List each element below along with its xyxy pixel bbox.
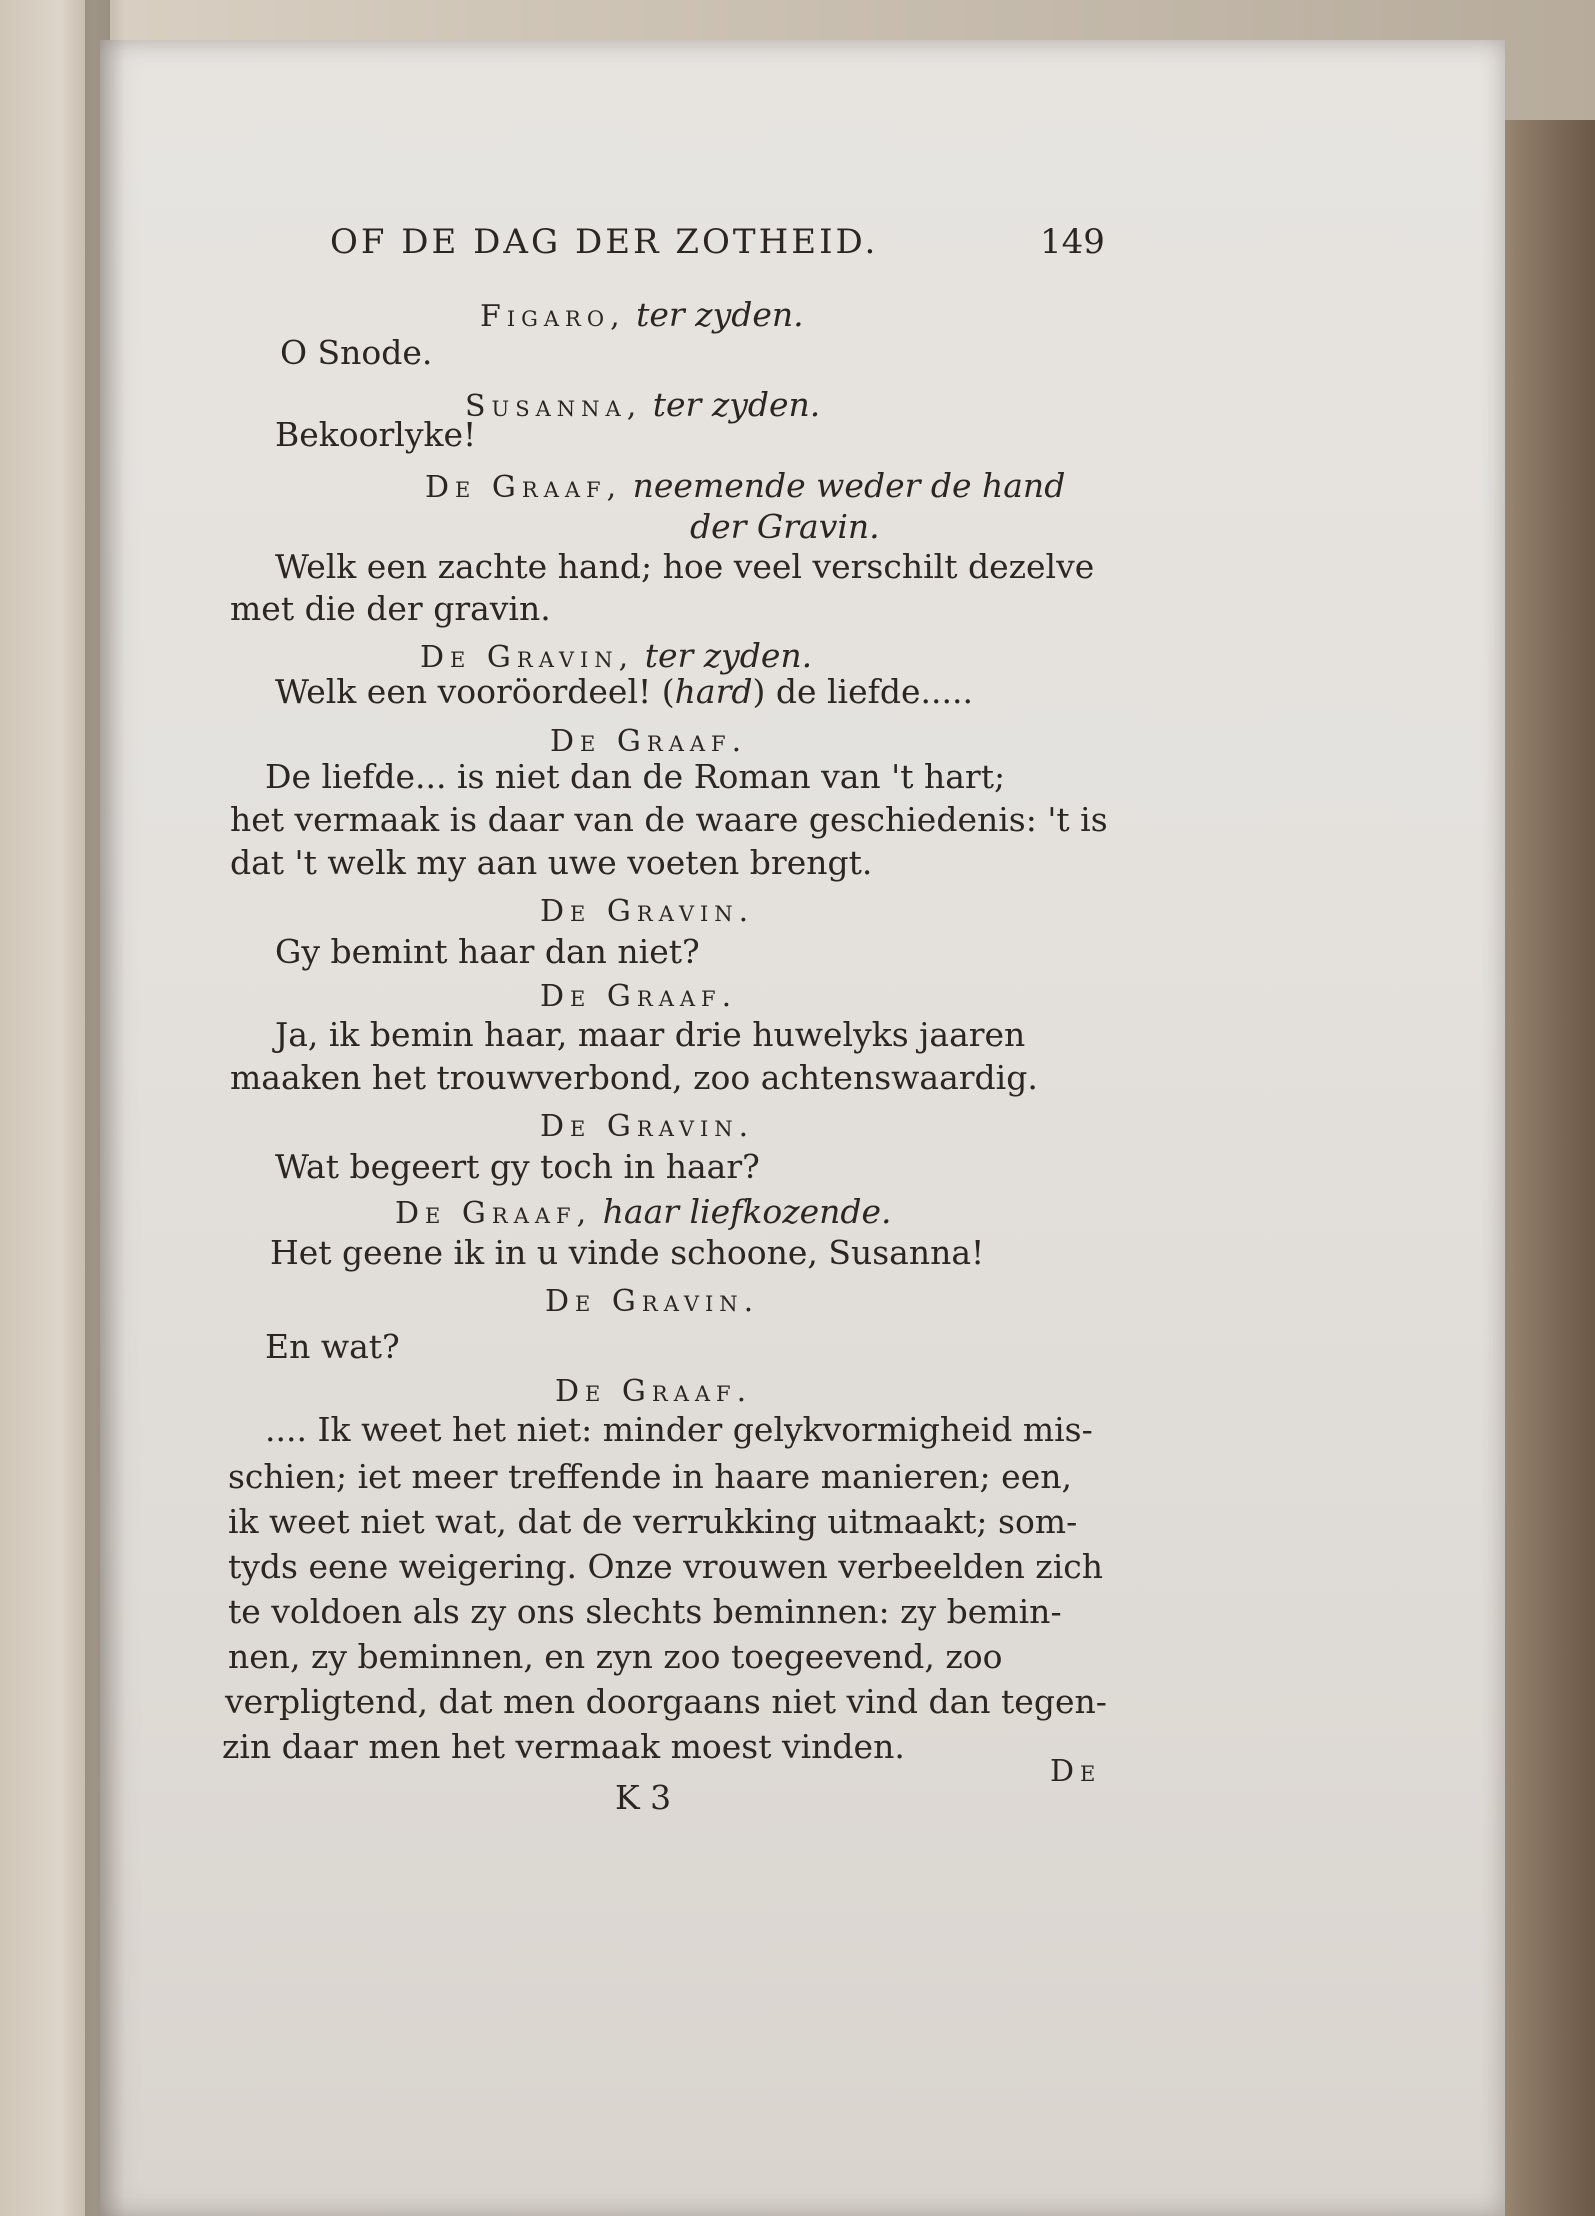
dialogue-line: met die der gravin. — [230, 589, 551, 628]
dialogue-line: nen, zy beminnen, en zyn zoo toegeevend, zoo — [228, 1637, 1003, 1676]
dialogue-line: Ja, ik bemin haar, maar drie huwelyks jaaren — [275, 1015, 1026, 1054]
speaker-heading — [480, 295, 804, 337]
stage-direction: ter zyden. — [636, 295, 804, 334]
stage-direction: haar liefkozende. — [602, 1192, 892, 1231]
stage-direction: hard — [674, 672, 753, 711]
dialogue-line: het vermaak is daar van de waare geschiedenis: 't is — [230, 800, 1108, 839]
speaker-heading — [395, 1192, 892, 1234]
dialogue-text: Welk een vooröordeel! ( — [275, 672, 675, 711]
dialogue-line: schien; iet meer treffende in haare manieren; een, — [228, 1457, 1072, 1496]
book-cover-edge — [1495, 120, 1595, 2216]
dialogue-line: O Snode. — [280, 333, 433, 372]
dialogue-line — [275, 672, 973, 712]
speaker-heading — [465, 385, 820, 427]
speaker-name: De Gravin. — [545, 1284, 760, 1319]
dialogue-line: verpligtend, dat men doorgaans niet vind dan tegen- — [225, 1682, 1107, 1721]
dialogue-text: ) de liefde..... — [752, 672, 973, 711]
speaker-name: Figaro, — [480, 299, 626, 334]
dialogue-line: dat 't welk my aan uwe voeten brengt. — [230, 843, 873, 882]
dialogue-line: tyds eene weigering. Onze vrouwen verbeelden zich — [228, 1547, 1103, 1586]
dialogue-line: te voldoen als zy ons slechts beminnen: zy bemin- — [228, 1592, 1062, 1631]
speaker-name: De Gravin. — [540, 1109, 755, 1144]
dialogue-line: ik weet niet wat, dat de verrukking uitmaakt; som- — [228, 1502, 1078, 1541]
stage-direction: ter zyden. — [652, 385, 821, 424]
speaker-name: De Gravin. — [540, 894, 755, 929]
dialogue-line: Wat begeert gy toch in haar? — [275, 1147, 760, 1186]
dialogue-line: Welk een zachte hand; hoe veel verschilt dezelve — [275, 547, 1095, 586]
speaker-name: Susanna, — [465, 389, 643, 424]
page-number: 149 — [1040, 222, 1105, 262]
dialogue-line: De liefde... is niet dan de Roman van 't hart; — [265, 757, 1006, 796]
speaker-name: De Graaf, — [425, 470, 623, 505]
dialogue-line: Bekoorlyke! — [275, 415, 477, 454]
speaker-name: De Graaf, — [395, 1196, 593, 1231]
speaker-name: De Gravin, — [420, 640, 635, 675]
dialogue-line: zin daar men het vermaak moest vinden. — [222, 1727, 905, 1766]
stage-direction: der Gravin. — [690, 507, 880, 546]
dialogue-line: maaken het trouwverbond, zoo achtenswaardig. — [230, 1058, 1038, 1097]
dialogue-line: En wat? — [265, 1327, 400, 1366]
stage-direction: ter zyden. — [644, 636, 813, 675]
dialogue-line: Het geene ik in u vinde schoone, Susanna! — [270, 1233, 985, 1272]
running-title: OF DE DAG DER ZOTHEID. — [330, 222, 879, 262]
stage-direction: neemende weder de hand — [632, 466, 1066, 505]
catchword: De — [1050, 1754, 1102, 1789]
signature-mark: K 3 — [615, 1778, 672, 1817]
spine-shadow — [85, 0, 125, 2216]
speaker-heading — [425, 466, 1065, 508]
speaker-name: De Graaf. — [555, 1374, 753, 1409]
speaker-name: De Graaf. — [550, 724, 748, 759]
dialogue-line: .... Ik weet het niet: minder gelykvormigheid mis- — [265, 1410, 1093, 1449]
dialogue-line: Gy bemint haar dan niet? — [275, 932, 700, 971]
speaker-name: De Graaf. — [540, 979, 738, 1014]
